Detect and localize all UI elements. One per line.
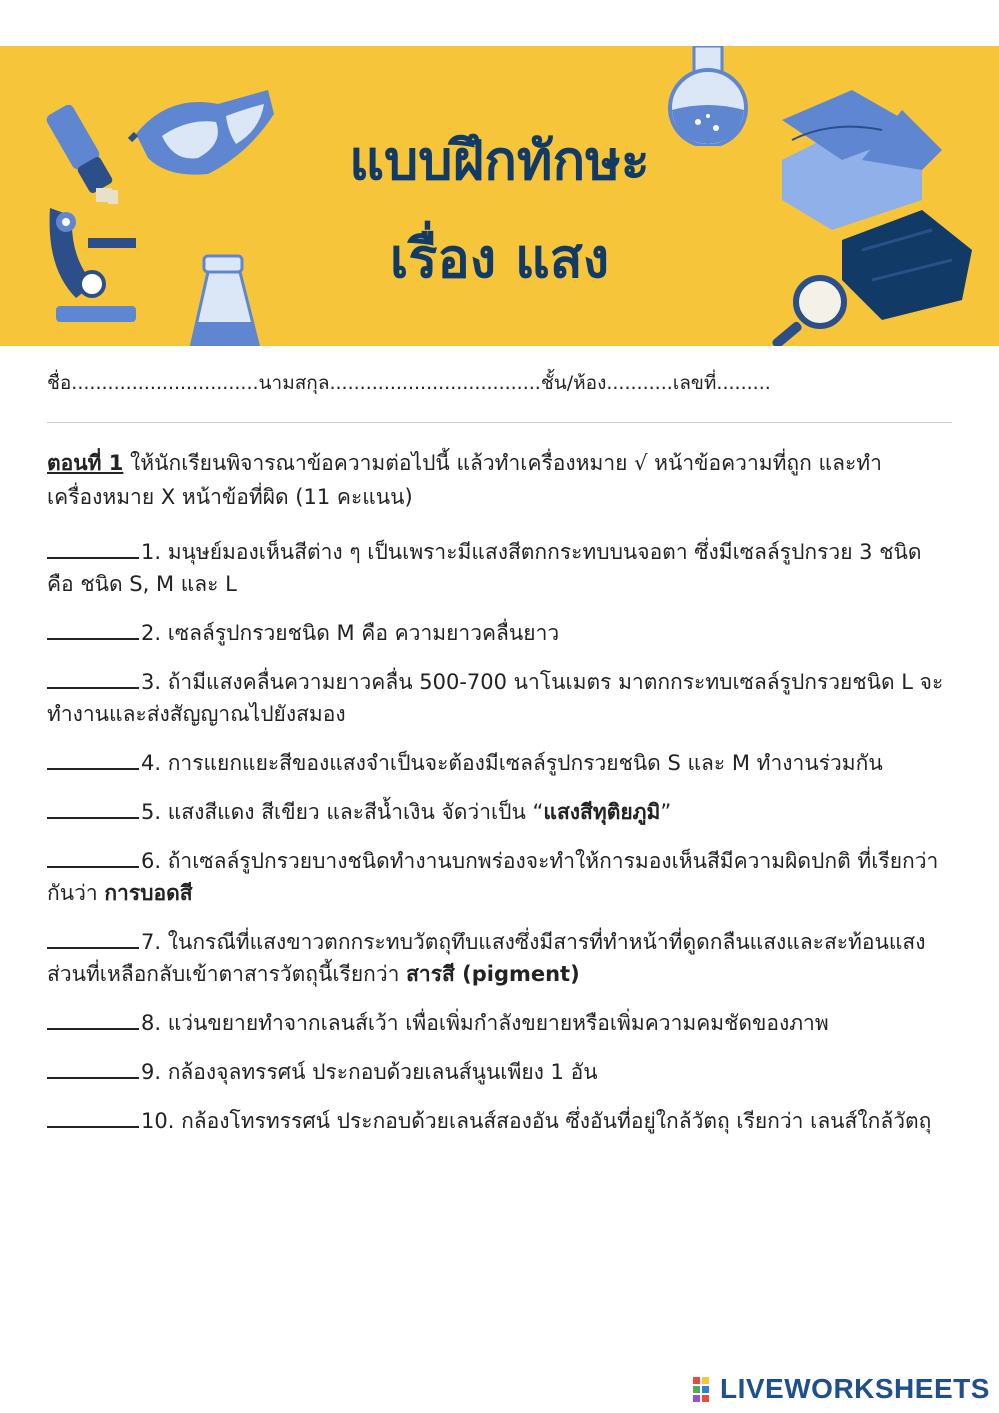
part-label: ตอนที่ 1 [47, 451, 124, 475]
answer-blank[interactable] [47, 1077, 139, 1079]
answer-blank[interactable] [47, 557, 139, 559]
divider [47, 422, 952, 423]
question-item [47, 666, 952, 730]
question-text: 2. เซลล์รูปกรวยชนิด M คือ ความยาวคลื่นยาว [141, 621, 560, 645]
question-text: 6. ถ้าเซลล์รูปกรวยบางชนิดทำงานบกพร่องจะทำให้การมองเห็นสีมีความผิดปกติ ที่เรียกว่ากันว่า [47, 849, 939, 905]
logo-mark-icon [692, 1375, 718, 1403]
question-text: 9. กล้องจุลทรรศน์ ประกอบด้วยเลนส์นูนเพียง 1 อัน [141, 1060, 598, 1084]
question-item [47, 845, 952, 909]
question-item [47, 747, 952, 779]
answer-blank[interactable] [47, 947, 139, 949]
instructions-text: ให้นักเรียนพิจารณาข้อความต่อไปนี้ แล้วทำเครื่องหมาย √ หน้าข้อความที่ถูก และทำเครื่องหมาย X หน้าข้อที่ผิด (11 คะแนน) [47, 451, 882, 509]
question-text: 4. การแยกแยะสีของแสงจำเป็นจะต้องมีเซลล์รูปกรวยชนิด S และ M ทำงานร่วมกัน [141, 751, 883, 775]
question-item [47, 1105, 952, 1137]
question-list [47, 536, 952, 1154]
answer-blank[interactable] [47, 866, 139, 868]
question-keyword: สารสี (pigment) [406, 962, 580, 986]
question-text: 5. แสงสีแดง สีเขียว และสีน้ำเงิน จัดว่าเป็น “ [141, 800, 544, 824]
question-text: 10. กล้องโทรทรรศน์ ประกอบด้วยเลนส์สองอัน ซึ่งอันที่อยู่ใกล้วัตถุ เรียกว่า เลนส์ใกล้วัตถุ [141, 1109, 932, 1133]
question-item [47, 1007, 952, 1039]
question-text: 3. ถ้ามีแสงคลื่นความยาวคลื่น 500-700 นาโนเมตร มาตกกระทบเซลล์รูปกรวยชนิด L จะทำงานและส่งสัญญาณไปยังสมอง [47, 670, 944, 726]
question-text: 1. มนุษย์มองเห็นสีต่าง ๆ เป็นเพราะมีแสงสีตกกระทบบนจอตา ซึ่งมีเซลล์รูปกรวย 3 ชนิด คือ ชนิด S, M และ L [47, 540, 922, 596]
question-item [47, 1056, 952, 1088]
student-info-line[interactable]: ชื่อ...............................นามสกุล...................................ชั้น/ห้อง...........เลขที่......... [47, 372, 771, 394]
question-keyword: แสงสีทุติยภูมิ [543, 800, 661, 824]
answer-blank[interactable] [47, 1126, 139, 1128]
question-item [47, 617, 952, 649]
question-item [47, 536, 952, 600]
page-title: แบบฝึกทักษะ [349, 129, 650, 192]
logo-text: LIVEWORKSHEETS [720, 1373, 990, 1404]
question-item [47, 926, 952, 990]
answer-blank[interactable] [47, 1028, 139, 1030]
question-text-after: ” [660, 800, 672, 824]
instructions [47, 446, 952, 514]
answer-blank[interactable] [47, 817, 139, 819]
answer-blank[interactable] [47, 687, 139, 689]
question-text: 7. ในกรณีที่แสงขาวตกกระทบวัตถุทึบแสงซึ่งมีสารที่ทำหน้าที่ดูดกลืนแสงและสะท้อนแสงส่วนที่เหลือกลับเข้าตาสารวัตถุนี้เรียกว่า [47, 930, 926, 986]
answer-blank[interactable] [47, 638, 139, 640]
page-subtitle: เรื่อง แสง [389, 227, 610, 290]
liveworksheets-logo [692, 1372, 990, 1406]
answer-blank[interactable] [47, 768, 139, 770]
question-keyword: การบอดสี [104, 881, 193, 905]
question-text: 8. แว่นขยายทำจากเลนส์เว้า เพื่อเพิ่มกำลังขยายหรือเพิ่มความคมชัดของภาพ [141, 1011, 829, 1035]
header-banner [0, 46, 999, 346]
question-item [47, 796, 952, 828]
